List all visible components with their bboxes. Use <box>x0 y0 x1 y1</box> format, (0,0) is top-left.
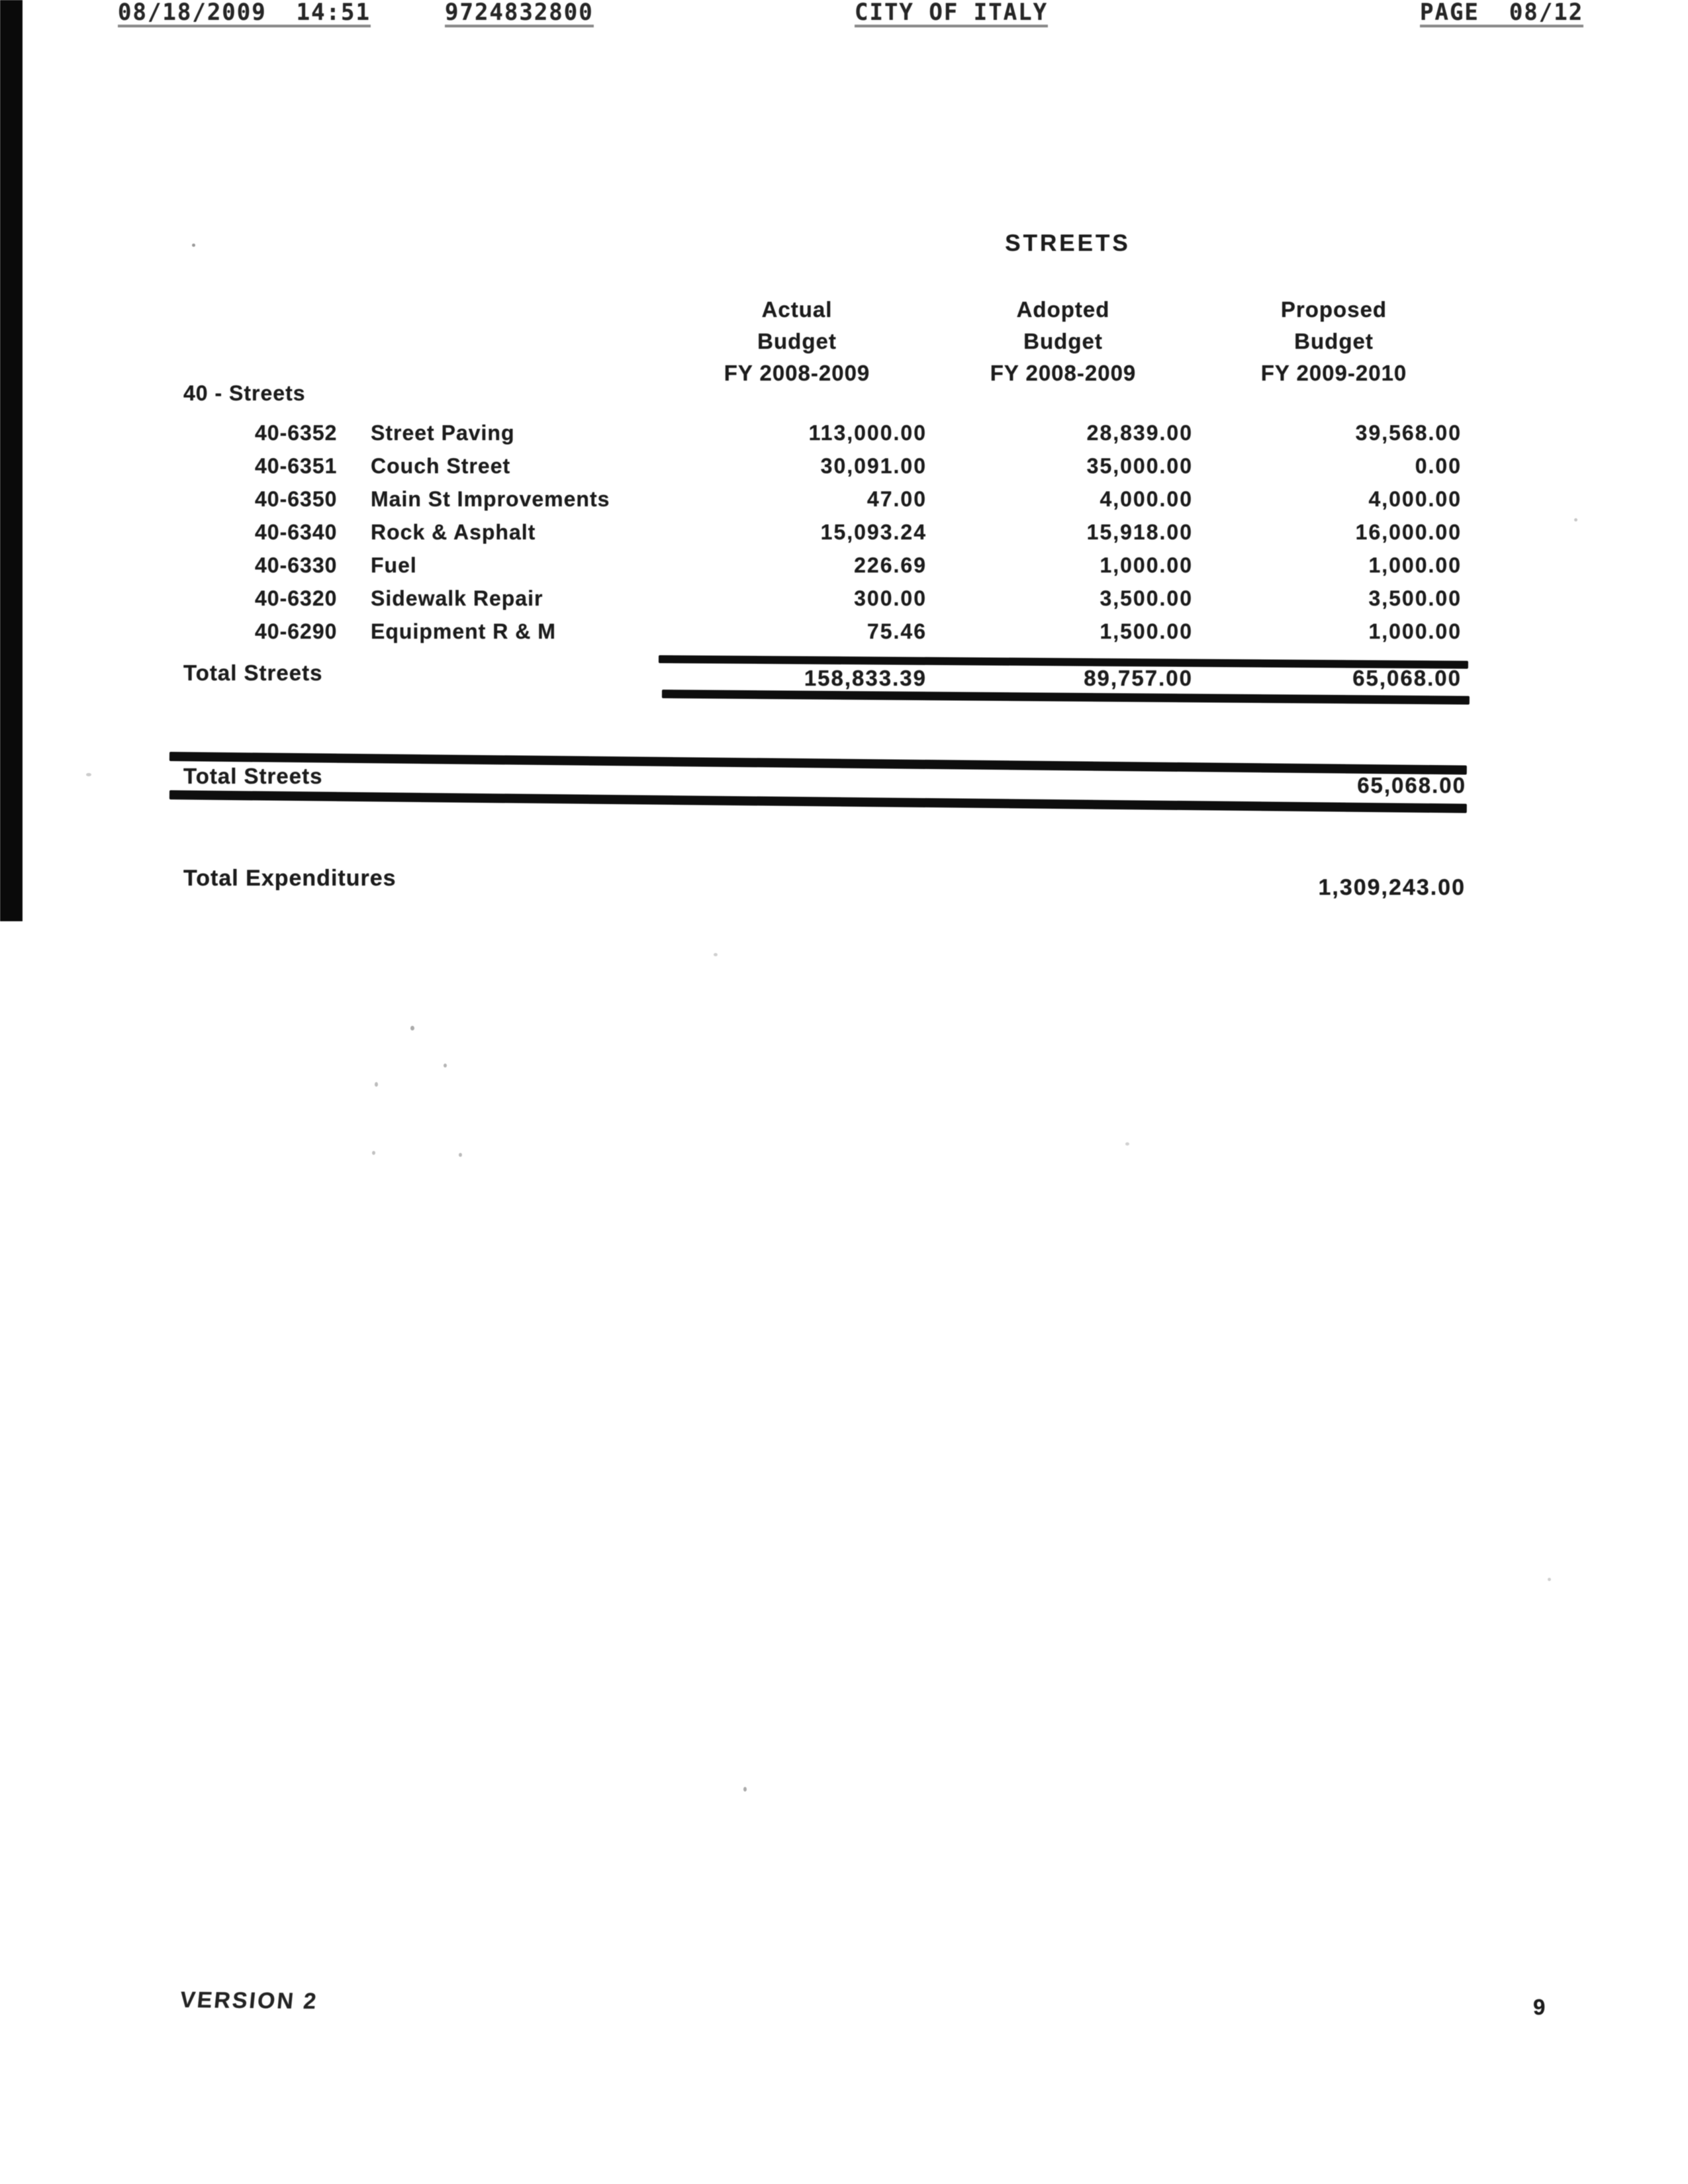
account-code: 40-6290 <box>255 619 338 643</box>
table-row <box>0 553 1688 582</box>
total-expenditures-value: 1,309,243.00 <box>1318 875 1466 900</box>
adopted-budget-value: 1,500.00 <box>1100 619 1193 643</box>
account-code: 40-6340 <box>255 520 338 544</box>
adopted-budget-value: 1,000.00 <box>1100 553 1193 577</box>
fax-datetime: 08/18/2009 14:51 <box>118 1 371 28</box>
version-label: VERSION 2 <box>179 1987 320 2015</box>
actual-budget-value: 47.00 <box>867 487 927 511</box>
adopted-budget-value: 15,918.00 <box>1086 520 1193 544</box>
account-code: 40-6352 <box>255 421 338 445</box>
column-header-line: Actual <box>761 297 833 322</box>
column-header-line: FY 2008-2009 <box>990 361 1137 385</box>
account-group-label: 40 - Streets <box>183 381 306 405</box>
adopted-budget-value: 28,839.00 <box>1086 421 1193 445</box>
proposed-budget-value: 1,000.00 <box>1368 619 1462 643</box>
proposed-budget-value: 16,000.00 <box>1355 520 1462 544</box>
adopted-budget-value: 4,000.00 <box>1100 487 1193 511</box>
account-code: 40-6351 <box>255 454 338 478</box>
account-name: Sidewalk Repair <box>371 586 543 610</box>
adopted-budget-value: 35,000.00 <box>1086 454 1193 478</box>
column-header-proposed-budget <box>1228 294 1440 389</box>
scan-speck <box>375 1082 378 1087</box>
table-row <box>0 454 1688 483</box>
proposed-budget-value: 0.00 <box>1415 454 1462 478</box>
column-header-line: Budget <box>1023 329 1103 353</box>
total-adopted-value: 89,757.00 <box>1084 666 1193 690</box>
scan-speck <box>444 1064 447 1068</box>
account-name: Rock & Asphalt <box>371 520 536 544</box>
scan-speck <box>743 1787 747 1792</box>
table-row <box>0 586 1688 615</box>
fax-page-indicator: PAGE 08/12 <box>1420 1 1583 28</box>
summary-total-streets-label: Total Streets <box>183 764 323 788</box>
column-header-line: Proposed <box>1280 297 1387 322</box>
page-number: 9 <box>1533 1995 1546 2019</box>
column-header-adopted-budget <box>957 294 1169 389</box>
actual-budget-value: 113,000.00 <box>808 421 927 445</box>
scan-speck <box>192 244 195 247</box>
actual-budget-value: 300.00 <box>854 586 927 610</box>
scan-speck <box>1574 518 1577 522</box>
document-title: STREETS <box>1005 230 1131 256</box>
scan-speck <box>1548 1578 1551 1581</box>
scan-speck <box>86 773 91 776</box>
summary-total-streets-value: 65,068.00 <box>1357 773 1466 797</box>
account-code: 40-6330 <box>255 553 338 577</box>
account-name: Fuel <box>371 553 417 577</box>
summary-band-rule-top <box>169 752 1467 775</box>
column-header-line: FY 2008-2009 <box>724 361 870 385</box>
proposed-budget-value: 4,000.00 <box>1368 487 1462 511</box>
adopted-budget-value: 3,500.00 <box>1100 586 1193 610</box>
account-code: 40-6350 <box>255 487 338 511</box>
table-row <box>0 487 1688 516</box>
scan-speck <box>372 1151 375 1155</box>
table-row <box>0 619 1688 649</box>
account-name: Couch Street <box>371 454 511 478</box>
account-name: Street Paving <box>371 421 515 445</box>
scan-speck <box>1125 1142 1129 1146</box>
proposed-budget-value: 39,568.00 <box>1355 421 1462 445</box>
scan-speck <box>714 953 718 956</box>
total-streets-label: Total Streets <box>183 660 323 685</box>
column-header-actual-budget <box>691 294 903 389</box>
scan-speck <box>410 1026 414 1030</box>
table-row <box>0 421 1688 450</box>
column-header-line: Adopted <box>1016 297 1110 322</box>
fax-number: 9724832800 <box>445 1 594 28</box>
actual-budget-value: 15,093.24 <box>820 520 927 544</box>
account-name: Main St Improvements <box>371 487 610 511</box>
actual-budget-value: 75.46 <box>867 619 927 643</box>
table-row <box>0 520 1688 549</box>
actual-budget-value: 226.69 <box>854 553 927 577</box>
total-actual-value: 158,833.39 <box>804 666 927 690</box>
proposed-budget-value: 1,000.00 <box>1368 553 1462 577</box>
account-name: Equipment R & M <box>371 619 556 643</box>
column-header-line: Budget <box>1294 329 1374 353</box>
column-header-line: FY 2009-2010 <box>1260 361 1407 385</box>
fax-sender-name: CITY OF ITALY <box>855 1 1048 28</box>
actual-budget-value: 30,091.00 <box>820 454 927 478</box>
proposed-budget-value: 3,500.00 <box>1368 586 1462 610</box>
total-expenditures-label: Total Expenditures <box>183 866 397 891</box>
scan-speck <box>459 1153 462 1157</box>
account-code: 40-6320 <box>255 586 338 610</box>
total-proposed-value: 65,068.00 <box>1352 666 1462 690</box>
column-header-line: Budget <box>757 329 837 353</box>
total-rule-bottom <box>662 690 1470 705</box>
